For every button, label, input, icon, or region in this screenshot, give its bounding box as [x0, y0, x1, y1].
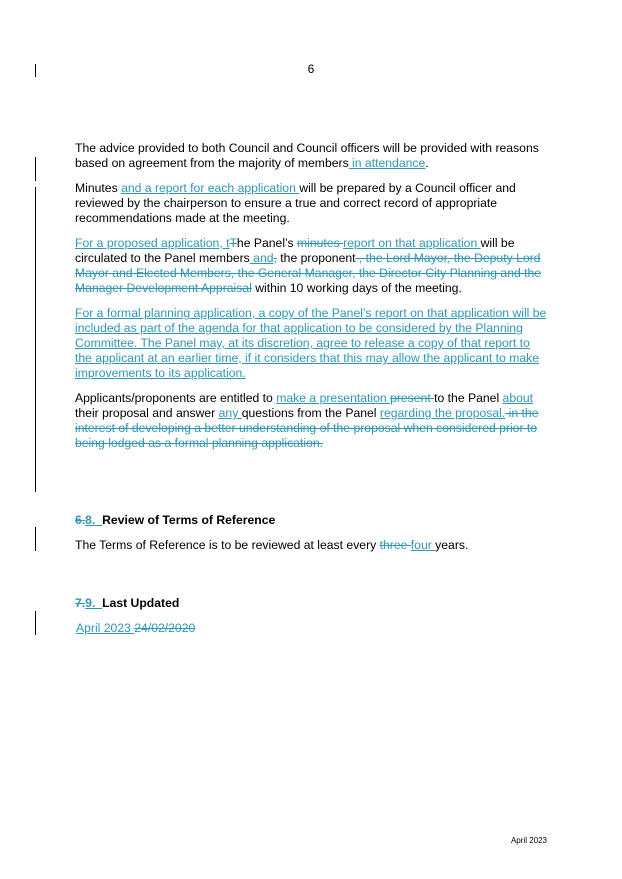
- section-heading-review: [75, 513, 275, 528]
- deleted-text: present: [390, 391, 435, 405]
- paragraph-formal-application: [75, 306, 550, 381]
- paragraph-minutes: [75, 181, 550, 226]
- deleted-text: , the Lord Mayor, the Deputy Lord Mayor and Elected Members, the General Manager, the Director City Planning and the Manager Development Appraisal: [75, 251, 542, 295]
- text-run: The Terms of Reference is to be reviewed at least every: [75, 538, 380, 552]
- text-run: he Panel’s: [236, 236, 298, 250]
- change-bar: [35, 611, 36, 635]
- deleted-text: T: [229, 236, 237, 250]
- text-run: will be prepared by a Council officer and reviewed by the chairperson to ensure a true and correct record of appropriate recommendations made at the meeting.: [75, 181, 516, 225]
- text-run: will be circulated to the Panel members: [75, 236, 515, 265]
- section-heading-last-updated: [75, 596, 179, 611]
- deleted-text: 24/02/2020: [134, 621, 196, 635]
- text-run: The advice provided to both Council and Council officers will be provided with reasons based on agreement from the majority of members: [75, 141, 539, 170]
- deleted-text: ,: [273, 251, 277, 265]
- inserted-text: any: [218, 406, 242, 420]
- change-bar: [35, 64, 36, 77]
- inserted-text: four: [410, 538, 436, 552]
- paragraph-review: [75, 538, 468, 553]
- paragraph-last-updated: [76, 621, 195, 636]
- page-number: 6: [307, 62, 315, 76]
- inserted-text: about: [502, 391, 534, 405]
- change-bar: [35, 157, 36, 181]
- text-run: their proposal and answer: [75, 406, 219, 420]
- change-bar: [35, 527, 36, 551]
- body-text: [75, 141, 550, 461]
- inserted-text: For a proposed application, t: [75, 236, 230, 250]
- inserted-text: April 2023: [76, 621, 135, 635]
- text-run: Applicants/proponents are entitled to: [75, 391, 277, 405]
- deleted-text: 6.: [75, 513, 86, 527]
- inserted-text: in attendance: [348, 156, 426, 170]
- inserted-text: make a presentation: [276, 391, 391, 405]
- footer-date: April 2023: [510, 836, 547, 845]
- inserted-text: and a report for each application: [121, 181, 300, 195]
- paragraph-applicants: [75, 391, 550, 451]
- text-run: within 10 working days of the meeting.: [251, 281, 462, 295]
- text-run: questions from the Panel: [241, 406, 380, 420]
- paragraph-advice: [75, 141, 550, 171]
- text-run: to the Panel: [434, 391, 503, 405]
- inserted-text: 8.: [85, 513, 103, 527]
- inserted-text: For a formal planning application, a copy of the Panel’s report on that application will be included as part of the agenda for that application to be considered by the Planning Committee. The Panel may, at its discretion, agree to release a copy of that report to the applicant at an earlier time, if it considers that this may allow the applicant to make improvements to its application.: [75, 306, 547, 380]
- deleted-text: three: [379, 538, 411, 552]
- heading-title: Last Updated: [102, 596, 180, 610]
- text-run: .: [425, 156, 429, 170]
- deleted-text: in the interest of developing a better understanding of the proposal when considered prior to being lodged as a formal planning application.: [75, 406, 539, 450]
- text-run: Minutes: [75, 181, 122, 195]
- inserted-text: report on that application: [343, 236, 481, 250]
- text-run: years.: [435, 538, 469, 552]
- inserted-text: regarding the proposal.: [379, 406, 506, 420]
- change-bar: [35, 187, 36, 492]
- text-run: the proponent: [276, 251, 356, 265]
- deleted-text: minutes: [297, 236, 344, 250]
- heading-title: Review of Terms of Reference: [102, 513, 276, 527]
- inserted-text: and: [249, 251, 274, 265]
- paragraph-panel-report: [75, 236, 550, 296]
- inserted-text: 9.: [85, 596, 103, 610]
- deleted-text: 7.: [75, 596, 86, 610]
